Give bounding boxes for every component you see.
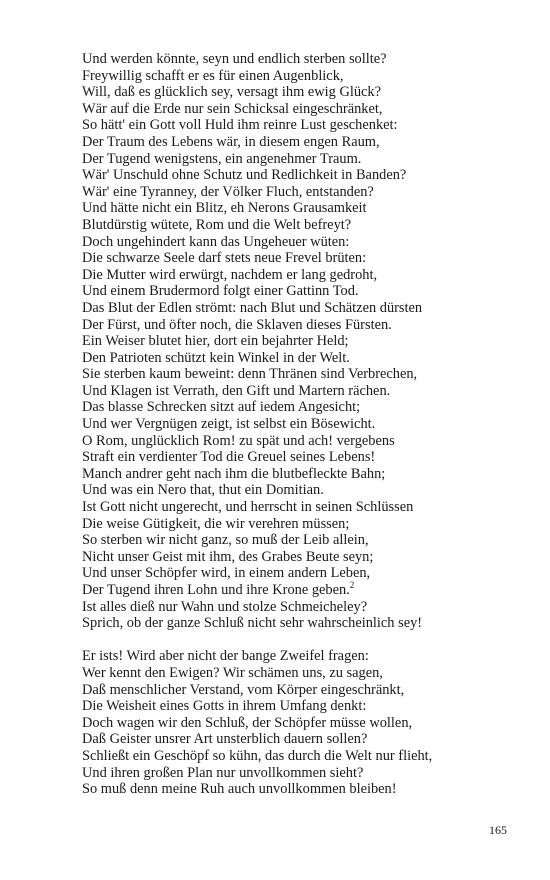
verse-line: Die Weisheit eines Gotts in ihrem Umfang denkt:: [82, 698, 367, 715]
verse-line: Der Traum des Lebens wär, in diesem engen Raum,: [82, 133, 380, 150]
verse-line: So hätt' ein Gott voll Huld ihm reinre Lust geschenket:: [82, 117, 398, 134]
page-number: 165: [489, 823, 507, 837]
verse-line: Ist alles dieß nur Wahn und stolze Schmeicheley?: [82, 598, 368, 615]
verse-line: Der Tugend wenigstens, ein angenehmer Traum.: [82, 150, 362, 167]
verse-line: Und Klagen ist Verrath, den Gift und Martern rächen.: [82, 382, 391, 399]
verse-line: Wär' Unschuld ohne Schutz und Redlichkeit in Banden?: [82, 167, 407, 184]
verse-line: Und wer Vergnügen zeigt, ist selbst ein Bösewicht.: [82, 416, 376, 433]
verse-line: Die Mutter wird erwürgt, nachdem er lang gedroht,: [82, 266, 378, 283]
verse-text: Der Tugend ihren Lohn und ihre Krone geben.: [82, 582, 350, 598]
verse-line: Sprich, ob der ganze Schluß nicht sehr wahrscheinlich sey!: [82, 615, 423, 632]
verse-line-with-footnote: [82, 582, 522, 599]
verse-line: Ist Gott nicht ungerecht, und herrscht in seinen Schlüssen: [82, 499, 414, 516]
verse-line: Freywillig schafft er es für einen Augenblick,: [82, 67, 344, 84]
verse-line: Und hätte nicht ein Blitz, eh Nerons Grausamkeit: [82, 200, 367, 217]
verse-line: Das Blut der Edlen strömt: nach Blut und Schätzen dürsten: [82, 299, 423, 316]
verse-line: Und werden könnte, seyn und endlich sterben sollte?: [82, 51, 387, 67]
verse-line: Und was ein Nero that, thut ein Domitian.: [82, 482, 324, 499]
verse-line: So muß denn meine Ruh auch unvollkommen bleiben!: [82, 781, 397, 798]
verse-line: Das blasse Schrecken sitzt auf iedem Angesicht;: [82, 399, 361, 416]
verse-line: Blutdürstig wütete, Rom und die Welt befreyt?: [82, 216, 352, 233]
verse-line: So sterben wir nicht ganz, so muß der Leib allein,: [82, 532, 369, 549]
verse-line: Manch andrer geht nach ihm die blutbefleckte Bahn;: [82, 465, 386, 482]
verse-line: Doch ungehindert kann das Ungeheuer wüten:: [82, 233, 350, 250]
verse-line: Schließt ein Geschöpf so kühn, das durch die Welt nur flieht,: [82, 747, 433, 764]
verse-line: Und ihren großen Plan nur unvollkommen sieht?: [82, 764, 364, 781]
verse-line: Den Patrioten schützt kein Winkel in der Welt.: [82, 349, 350, 366]
verse-line: Daß Geister unsrer Art unsterblich dauern sollen?: [82, 731, 368, 748]
verse-line: Nicht unser Geist mit ihm, des Grabes Beute seyn;: [82, 548, 374, 565]
poem-text: [82, 51, 522, 798]
verse-line: O Rom, unglücklich Rom! zu spät und ach! vergebens: [82, 432, 395, 449]
verse-line: Straft ein verdienter Tod die Greuel seines Lebens!: [82, 449, 376, 466]
verse-line: Doch wagen wir den Schluß, der Schöpfer müsse wollen,: [82, 714, 413, 731]
verse-line: Der Fürst, und öfter noch, die Sklaven dieses Fürsten.: [82, 316, 392, 333]
stanza-2: [82, 648, 522, 797]
verse-line: Ein Weiser blutet hier, dort ein bejahrter Held;: [82, 333, 349, 350]
verse-line: Und unser Schöpfer wird, in einem andern Leben,: [82, 565, 371, 582]
verse-line: Sie sterben kaum beweint: denn Thränen sind Verbrechen,: [82, 366, 418, 383]
verse-line: Wär auf die Erde nur sein Schicksal eingeschränket,: [82, 100, 383, 117]
verse-line: Daß menschlicher Verstand, vom Körper eingeschränkt,: [82, 681, 405, 698]
verse-line: Er ists! Wird aber nicht der bange Zweifel fragen:: [82, 648, 369, 665]
footnote-marker[interactable]: 2: [349, 580, 355, 591]
verse-line: Und einem Brudermord folgt einer Gattinn Tod.: [82, 283, 359, 300]
verse-line: Will, daß es glücklich sey, versagt ihm ewig Glück?: [82, 84, 382, 101]
verse-line: Die schwarze Seele darf stets neue Frevel brüten:: [82, 250, 367, 267]
verse-line: Die weise Gütigkeit, die wir verehren müssen;: [82, 515, 350, 532]
verse-line: Wer kennt den Ewigen? Wir schämen uns, zu sagen,: [82, 664, 383, 681]
stanza-1: [82, 51, 522, 632]
verse-line: Wär' eine Tyranney, der Völker Fluch, entstanden?: [82, 183, 374, 200]
